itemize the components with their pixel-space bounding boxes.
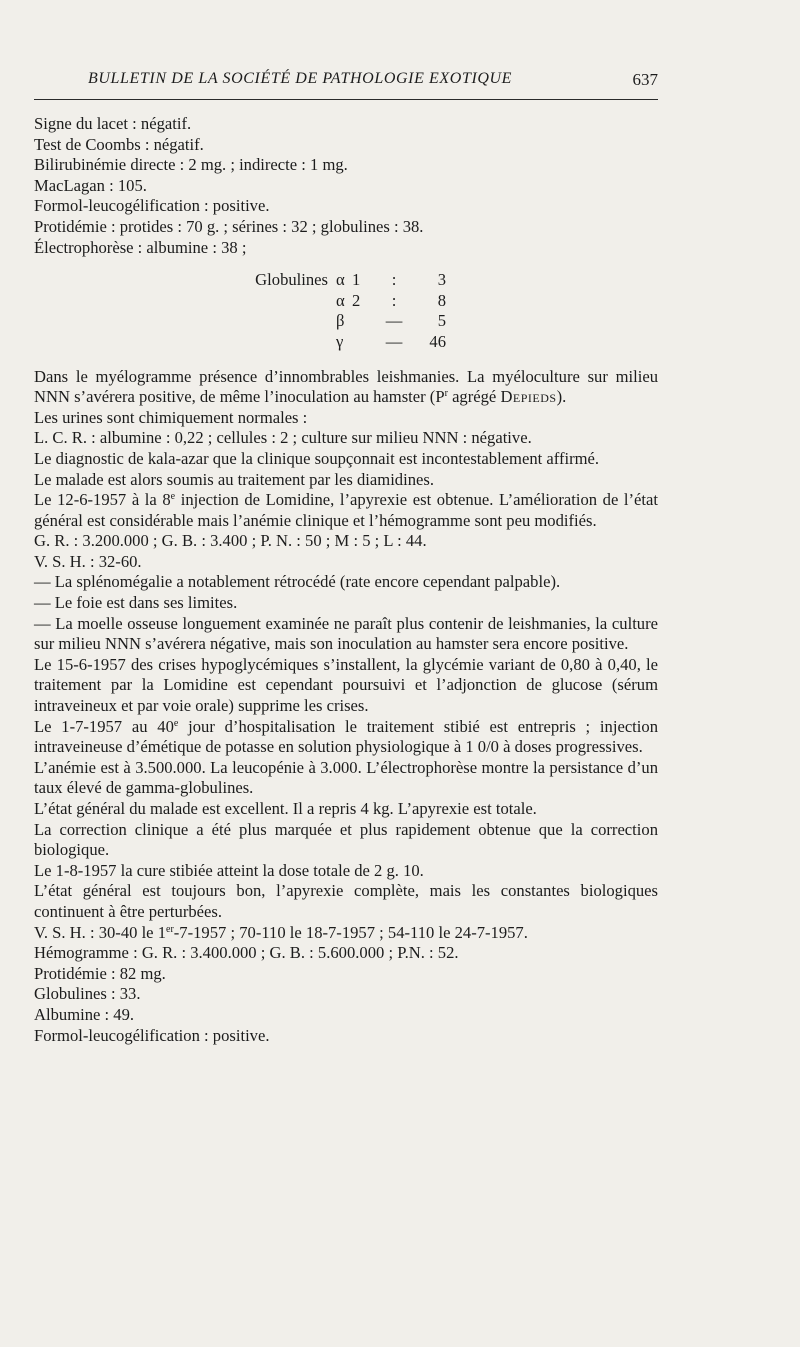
globulines-label: Globulines	[255, 270, 328, 290]
text-line: G. R. : 3.200.000 ; G. B. : 3.400 ; P. N. : 50 ; M : 5 ; L : 44.	[34, 531, 427, 551]
article-body	[34, 114, 658, 1046]
paragraph-bon: L’état général est toujours bon, l’apyrexie complète, mais les constantes biologiques continuent à être perturbées.	[34, 881, 658, 921]
text-line: Protidémie : protides : 70 g. ; sérines : 32 ; globulines : 38.	[34, 216, 424, 236]
paragraph-etat: L’état général du malade est excellent. Il a repris 4 kg. L’apyrexie est totale.	[34, 799, 537, 818]
paragraph-diagnostic: Le diagnostic de kala-azar que la clinique soupçonnait est incontestablement affirmé.	[34, 448, 600, 468]
line-text: -7-1957 ; 70-110 le 18-7-1957 ; 54-110 le 24-7-1957.	[173, 922, 528, 942]
separator: :	[391, 270, 397, 290]
separator: :	[391, 290, 397, 310]
paragraph-stibie	[34, 717, 658, 758]
paragraph-anemie: L’anémie est à 3.500.000. La leucopénie à 3.000. L’électrophorèse montre la persistance d’un taux élevé de gamma-globulines.	[34, 757, 658, 798]
paragraph-injection	[34, 490, 658, 531]
greek-letter: α	[336, 270, 345, 290]
paragraph-text: Le 12-6-1957 à la 8	[34, 490, 171, 510]
superscript: e	[170, 491, 176, 503]
text-line: Le malade est alors soumis au traitement par les diamidines.	[34, 469, 434, 489]
fraction-value: 3	[437, 270, 446, 290]
text-line: Électrophorèse : albumine : 38 ;	[34, 237, 247, 257]
paragraph-text: agrégé	[447, 387, 501, 407]
header-rule	[34, 99, 658, 100]
paragraph-text: Dans le myélogramme présence d’innombrables leishmanies. La myéloculture sur milieu NNN s’avérera positive, de même l’inoculation au hamster (	[34, 366, 658, 407]
globulines-table	[34, 270, 446, 352]
paragraph-crises: Le 15-6-1957 des crises hypoglycémiques s’installent, la glycémie variant de 0,80 à 0,40, le traitement par la Lomidine est cependant poursuivi et l’adjonction de glucose (sérum intraveineux et par voie orale) supprime les crises.	[34, 654, 658, 716]
greek-letter: γ	[336, 331, 344, 351]
superscript: e	[173, 717, 179, 729]
fraction-number: 1	[352, 270, 361, 290]
paragraph-text: injection de Lomidine, l’apyrexie est obtenue. L’amélioration de l’état général est considérable mais l’anémie clinique et l’hémogramme sont peu modifiés.	[34, 490, 658, 530]
text-line: Protidémie : 82 mg.	[34, 963, 166, 983]
superscript: r	[444, 388, 448, 400]
line-text: V. S. H. : 30-40 le 1	[34, 922, 166, 942]
fraction-value: 5	[437, 311, 446, 331]
globulines-row	[34, 270, 446, 291]
journal-title: BULLETIN DE LA SOCIÉTÉ DE PATHOLOGIE EXOTIQUE	[88, 70, 513, 87]
paragraph-splenomegalie: — La splénomégalie a notablement rétrocédé (rate encore cependant palpable).	[34, 572, 561, 592]
paragraph-text: jour d’hospitalisation le traitement stibié est entrepris ; injection intraveineuse d’émétique de potasse en solution physiologique à 1 0/0 à doses progressives.	[34, 716, 658, 757]
author-name: Depieds	[500, 387, 557, 407]
paragraph-moelle: — La moelle osseuse longuement examinée ne paraît plus contenir de leishmanies, la culture sur milieu NNN s’avérera négative, mais son inoculation au hamster sera encore positive.	[34, 613, 658, 654]
greek-letter: β	[336, 311, 345, 331]
superscript: er	[166, 923, 174, 935]
text-line: Formol-leucogélification : positive.	[34, 1025, 270, 1045]
text-line: Globulines : 33.	[34, 984, 141, 1004]
fraction-number: 2	[352, 290, 361, 310]
separator: —	[385, 311, 403, 331]
globulines-row	[34, 291, 446, 312]
text-line: Bilirubinémie directe : 2 mg. ; indirecte : 1 mg.	[34, 155, 348, 175]
globulines-row	[34, 311, 446, 332]
paragraph-myelogramme	[34, 367, 658, 408]
text-line: L. C. R. : albumine : 0,22 ; cellules : 2 ; culture sur milieu NNN : négative.	[34, 428, 532, 448]
page-number: 637	[632, 70, 658, 89]
fraction-value: 8	[437, 290, 446, 310]
paragraph-correction: La correction clinique a été plus marquée et plus rapidement obtenue que la correction biologique.	[34, 819, 658, 860]
text-line: V. S. H. : 32-60.	[34, 551, 142, 571]
text-line: Signe du lacet : négatif.	[34, 114, 192, 133]
text-line: Test de Coombs : négatif.	[34, 134, 204, 154]
text-line: MacLagan : 105.	[34, 175, 147, 195]
fraction-number	[348, 311, 372, 332]
running-header	[34, 70, 658, 100]
text-line: Hémogramme : G. R. : 3.400.000 ; G. B. : 5.600.000 ; P.N. : 52.	[34, 943, 459, 963]
greek-letter: α	[336, 290, 345, 310]
text-line-vsh	[34, 923, 658, 944]
globulines-row	[34, 332, 446, 353]
text-line: — Le foie est dans ses limites.	[34, 593, 238, 613]
text-line: Albumine : 49.	[34, 1004, 135, 1024]
fraction-value: 46	[429, 331, 446, 351]
paragraph-text: Le 1-7-1957 au 40	[34, 716, 174, 736]
text-line: Les urines sont chimiquement normales :	[34, 407, 308, 427]
text-line: Le 1-8-1957 la cure stibiée atteint la dose totale de 2 g. 10.	[34, 860, 424, 880]
paragraph-text: ).	[556, 387, 567, 407]
title-abbrev: P	[435, 387, 445, 407]
text-line: Formol-leucogélification : positive.	[34, 196, 270, 216]
fraction-number	[348, 332, 372, 353]
separator: —	[385, 331, 403, 351]
